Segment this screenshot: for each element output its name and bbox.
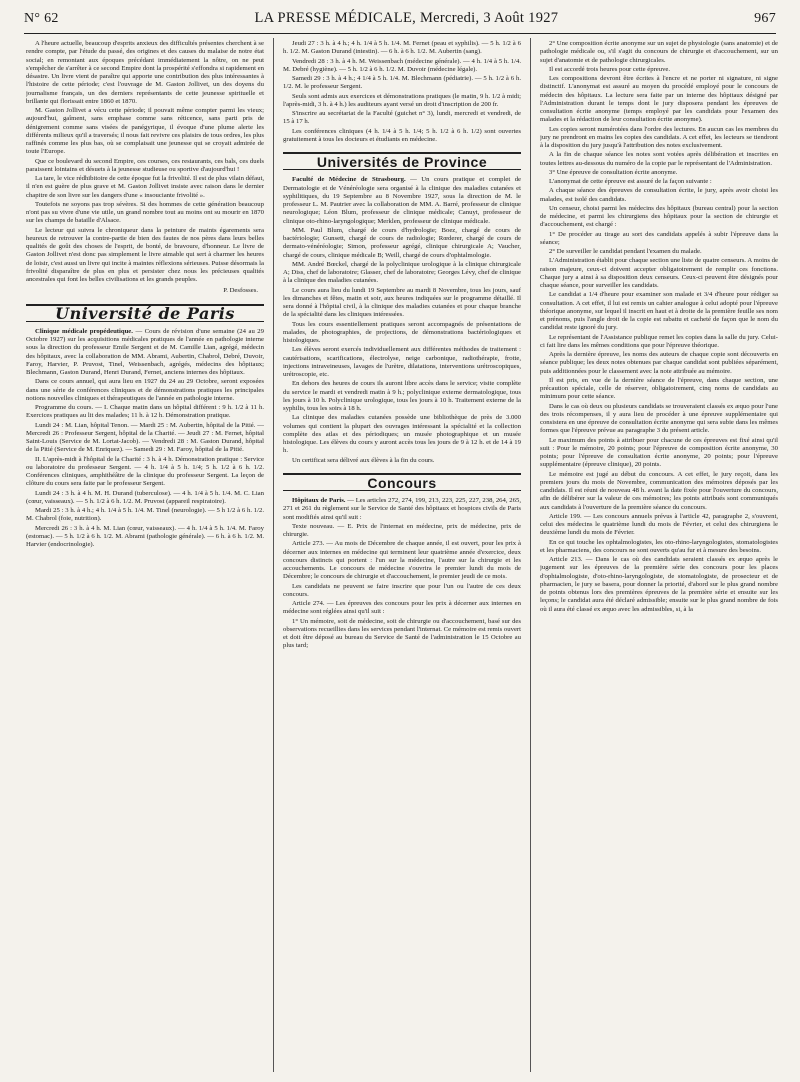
paragraph: Mercredi 26 : 3 h. à 4 h. M. Lian (cœur, vaisseaux). — 4 h. 1/4 à 5 h. 1/4. M. Faroy (estomac). — 5 h. 1/2 à 6 h. 1/2. M. Abrami (pathologie générale). — 6 h. à 6 h. 1/2. M. Harvier (endocrinologie).: [26, 524, 264, 548]
paragraph: Article 199. — Les concours annuels prévus à l'article 42, paragraphe 2, s'ouvrent, celui des médecins le quatrième lundi du mois de Février, et celui des chirurgiens le deuxième lundi du mois de Février.: [540, 512, 778, 537]
paragraph: L'anonymat de cette épreuve est assuré de la façon suivante :: [549, 178, 712, 185]
paragraph: Un certificat sera délivré aux élèves à la fin du cours.: [292, 456, 435, 464]
paragraph: Il est pris, en vue de la dernière séance de l'épreuve, dans chaque section, une précaution spéciale, celle de réserver, obligatoirement, cinq noms de candidats au minimum pour cette séance.: [540, 376, 778, 401]
paragraph: En ce qui touche les ophtalmologistes, les oto-rhino-laryngologistes, stomatologistes et les pharmaciens, des concours ne sont ouverts qu'au fur et à mesure des besoins.: [540, 538, 778, 554]
paragraph: Les candidats ne peuvent se faire inscrire que pour l'un ou l'autre de ces deux concours.: [283, 582, 521, 598]
paragraph: A chaque séance des épreuves de consultation écrite, le jury, après avoir choisi les malades, est isolé des candidats.: [540, 187, 778, 203]
paragraph: Article 274. — Les épreuves des concours pour les prix à décerner aux internes en médecine sont réglées ainsi qu'il suit :: [283, 600, 521, 616]
paragraph: Tous les cours essentiellement pratiques seront accompagnés de présentations de malades, de photographies, de projections, de démonstrations bactériologiques et histologiques.: [283, 320, 521, 344]
paragraph: [283, 497, 521, 522]
paragraph: Après la dernière épreuve, les noms des auteurs de chaque copie sont découverts en séance publique; les deux notes obtenues par chaque candidat sont publiées séparément, puis additionnées pour le classement avec la note attribuée au mémoire.: [540, 351, 778, 375]
item-lead: Clinique médicale propédeutique.: [35, 327, 133, 335]
paragraph: Que ce boulevard du second Empire, ces courses, ces restaurants, ces bals, ces duels paraissent lointains et désuets à la jeunesse studieuse ou sportive d'aujourd'hui !: [26, 157, 264, 173]
paragraph: 2° Une composition écrite anonyme sur un sujet de physiologie (sans anatomie) et de pathologie médicale ou, s'il s'agit du concours de chirurgie et d'accouchement, sur un sujet d'anatomie et de pathologie chirurgicales.: [540, 40, 778, 64]
paragraph: 1° Un mémoire, soit de médecine, soit de chirurgie ou d'accouchement, basé sur des observations recueillies dans les services pendant l'internat. Ce mémoire est remis ouvert et doit être déposé au bureau du Service de Santé de l'administration le 15 Octobre au plus tard;: [283, 617, 521, 650]
paragraph: Article 273. — Au mois de Décembre de chaque année, il est ouvert, pour les prix à décerner aux internes en médecine qui terminent leur quatrième année d'exercice, deux concours distincts qui portent : l'un sur la médecine, l'autre sur la chirurgie et les accouchements. Le concours de médecine s'ouvrira le premier lundi du mois de Décembre; le concours de chirurgie et d'accouchement, le premier jeudi de ce mois.: [283, 540, 521, 581]
column-1: [26, 40, 264, 1068]
issue-number: N° 62: [24, 11, 59, 26]
paragraph: 3° Une épreuve de consultation écrite anonyme.: [549, 168, 678, 176]
paragraph: Mardi 25 : 3 h. à 4 h.; 4 h. 1/4 à 5 h. 1/4. M. Tinel (neurologie). — 5 h 1/2 à 6 h. 1/2. M. Chabrol (foie, nutrition).: [26, 507, 264, 523]
column-2: [283, 40, 521, 1068]
column-divider: [273, 38, 274, 1072]
section-heading-concours: Concours: [283, 473, 521, 491]
paragraph: Un censeur, choisi parmi les médecins des hôpitaux (bureau central) pour la section de médecine, et parmi les chirurgiens des hôpitaux pour la section de chirurgie et d'accouchement, est chargé :: [540, 204, 778, 229]
paragraph: [283, 176, 521, 226]
paragraph: L'Administration établit pour chaque section une liste de quatre censeurs. A moins de raison majeure, ceux-ci doivent accepter obligatoirement de remplir ces fonctions. Chaque jury a ainsi à sa disposition deux censeurs. Ceux-ci peuvent être désignés pour chaque séance, pour surveiller les candidats.: [540, 257, 778, 289]
item-text: — Un cours pratique et complet de Dermatologie et de Vénéréologie sera organisé à la clinique des maladies cutanées et syphilitiques, du 19 Septembre au 8 Novembre 1927, sous la direction de M. le professeur L. M. Pautrier avec la collaboration de MM. A. Barré, professeur de clinique neurologique; Léon Blum, professeur de clinique médicale; Canuyt, professeur de clinique oto-rhino-laryngologique; Merklen, professeur de clinique médicale.: [283, 176, 521, 225]
item-lead: Hôpitaux de Paris.: [292, 497, 346, 504]
paragraph: Il est accordé trois heures pour cette épreuve.: [549, 65, 671, 73]
paragraph: La tare, le vice rédhibitoire de cette époque fut la frivolité. Il est de plus vilain défaut, il n'en est guère de plus grave et M. Gaston Jollivet insiste avec raison dans le dernier chapitre de son livre sur les dangers d'une « insouciante frivolité ».: [26, 175, 264, 199]
paragraph: [26, 328, 264, 378]
author-signature: P. Desfosses.: [223, 287, 258, 295]
paragraph: Les copies seront numérotées dans l'ordre des lectures. En aucun cas les membres du jury ne prendront en mains les copies des candidats. A cet effet, les lecteurs se tiendront à la disposition du jury jusqu'à l'attribution des notes exclusivement.: [540, 125, 778, 149]
paragraph: MM. André Bœckel, chargé de la polyclinique urologique à la clinique chirurgicale A; Diss, chef de laboratoire; Glasser, chef de laboratoire; Georges Lévy, chef de clinique à la clinique des maladies cutanées.: [283, 260, 521, 285]
paragraph: Le mémoire est jugé au début du concours. A cet effet, le jury reçoit, dans les premiers jours du mois de Novembre, communication des mémoires déposés par les candidats. Il est réuni de nouveau 48 h. avant la date fixée pour l'ouverture du concours, afin de délibérer sur la valeur de ces mémoires; les points attribués sont communiqués aux candidats à l'ouverture de la première séance du concours.: [540, 470, 778, 511]
paragraph: Samedi 29 : 3 h. à 4 h.; 4 1/4 à 5 h. 1/4. M. Blechmann (pédiatrie). — 5 h. 1/2 à 6 h. 1/2. M. le professeur Sergent.: [283, 75, 521, 91]
paragraph: Lundi 24 : 3 h. à 4 h. M. H. Durand (tuberculose). — 4 h. 1/4 à 5 h. 1/4. M. C. Lian (cœur, vaisseaux). — 5 h. 1/2 à 6 h. 1/2. M. Pruvost (appareil respiratoire).: [26, 489, 264, 505]
paragraph: S'inscrire au secrétariat de la Faculté (guichet n° 3), lundi, mercredi et vendredi, de 15 à 17 h.: [283, 110, 521, 126]
paragraph: 1° De procéder au tirage au sort des candidats appelés à subir l'épreuve dans la séance;: [540, 230, 778, 246]
paragraph: Toutefois ne soyons pas trop sévères. Si des hommes de cette génération beaucoup n'ont pas su vivre d'une vie utile, un grand nombre tout au moins ont su mourir en 1870 sur les champs de bataille d'Alsace.: [26, 200, 264, 225]
paragraph: Les conférences cliniques (4 h. 1/4 à 5 h. 1/4; 5 h. 1/2 à 6 h. 1/2) sont ouvertes gratuitement à tous les docteurs et étudiants en médecine.: [283, 127, 521, 143]
paragraph: Jeudi 27 : 3 h. à 4 h.; 4 h. 1/4 à 5 h. 1/4. M. Fernet (peau et syphilis). — 5 h. 1/2 à 6 h. 1/2. M. Gaston Durand (intestin). — 6 h. à 6 h. 1/2. M. Aubertin (sang).: [283, 40, 521, 56]
paragraph: Dans le cas où deux ou plusieurs candidats se trouveraient classés ex æquo pour l'une des trois récompenses, il y aura lieu de procéder à une épreuve supplémentaire qui consistera en une épreuve de consultation écrite anonyme qui sera subie dans les mêmes formes que l'épreuve prévue au paragraphe 3 du présent article.: [540, 402, 778, 435]
paragraph: Le représentant de l'Assistance publique remet les copies dans la salle du jury. Celui-ci fait lire dans les mêmes conditions que pour l'épreuve théorique.: [540, 333, 778, 349]
paragraph: II. L'après-midi à l'hôpital de la Charité : 3 h. à 4 h. Démonstration pratique : Service ou laboratoire du professeur Sergent. — 4 h. 1/4 à 5 h. 1/4; 5 h. 1/2 à 6 h. 1/2. Conférences cliniques, amphithéâtre de la clinique du professeur Sergent. La leçon de clôture du cours sera faite par le professeur Sergent.: [26, 455, 264, 488]
paragraph: Texte nouveau. — E. Prix de l'internat en médecine, prix de médecine, prix de chirurgie.: [283, 522, 521, 538]
paragraph: M. Gaston Jollivet a vécu cette période; il pouvait même compter parmi les vieux; aujourd'hui, gaîment, sans emphase comme sans réticence, sans parti pris de dénigrement comme sans visées de panégyrique, il évoque d'une plume alerte les différents milieux qu'il a traversés; il nous fait revivre ces plaisirs de tous ordres, les plus raffinés comme les plus bas, où se complaisait une jeunesse qui se croyait admirée de toute l'Europe.: [26, 107, 264, 156]
paragraph: Vendredi 28 : 3 h. à 4 h. M. Weissenbach (médecine générale). — 4 h. 1/4 à 5 h. 1/4. M. Debré (hygiène). — 5 h. 1/2 à 6 h. 1/2. M. Duvoir (médecine légale).: [283, 57, 521, 73]
item-lead: Faculté de Médecine de Strasbourg.: [292, 176, 406, 184]
page-number: 967: [754, 11, 776, 26]
paragraph: Seuls sont admis aux exercices et démonstrations pratiques (le matin, 9 h. 1/2 à midi; l'après-midi, 3 h. à 4 h.) les auditeurs ayant versé un droit d'inscription de 200 fr.: [283, 92, 521, 108]
paragraph: Les élèves seront exercés individuellement aux différentes méthodes de traitement : cautérisations, scarifications, électrolyse, neige carbonique, radiothérapie, frotte, injections intraveineuses, lavages de l'urètre, dilatations, interventions urétroscopiques, urétroscopie, etc.: [283, 346, 521, 378]
item-text: — Cours de révision d'une semaine (24 au 29 Octobre 1927) sur les acquisitions médicales pratiques de l'année en pathologie interne sous la direction du professeur Emile Sergent et de M. Camille Lian, agrégé, médecin des hôpitaux, avec la collaboration de MM. Abrami, Aubertin, Chabrol, Debré, Duvoir, Faroy, Harvier, P. Pruvost, Tinel, Weissenbach, agrégés, médecins des hôpitaux; Blechmann, Gaston Durand, Henri Durand, Fernet, anciens internes des hôpitaux.: [26, 327, 264, 376]
paragraph: Lundi 24 : M. Lian, hôpital Tenon. — Mardi 25 : M. Aubertin, hôpital de la Pitié. — Mercredi 26 : Professeur Sergent, hôpital de la Charité. — Jeudi 27 : M. Fernet, hôpital Saint-Louis (Service de M. Lortat-Jacob). — Vendredi 28 : M. Gaston Durand, hôpital de la Pitié (Service de M. Enriquez). — Samedi 29 : M. Faroy, hôpital de la Pitié.: [26, 421, 264, 454]
paragraph: Le cours aura lieu du lundi 19 Septembre au mardi 8 Novembre, tous les jours, sauf les dimanches et fêtes, matin et soir, aux heures indiquées sur le programme détaillé. Il sera donné à l'hôpital civil, à la clinique des maladies cutanées et pour chaque branche de la spécialité dans les cliniques intéressées.: [283, 286, 521, 319]
header-rule: [24, 33, 776, 34]
paragraph: A l'heure actuelle, beaucoup d'esprits anxieux des difficultés présentes cherchent à se rendre compte, par l'étude du passé, des origines et des causes du malaise de notre état social; en remontant aux époques précédant immédiatement la nôtre, on ne peut s'empêcher de s'arrêter à ce second Empire dont la prospérité s'effondra si rapidement en désastre. Un livre vient de paraître qui apporte une contribution des plus intéressantes à l'histoire de cette période; c'est l'ouvrage de M. Gaston Jollivet, un des doyens du journalisme français, un des derniers représentants de cette jeunesse spirituelle et brillante qui florissait entre 1860 et 1870.: [26, 40, 264, 105]
paragraph: En dehors des heures de cours ils auront libre accès dans le service; visite complète du service le mardi et vendredi matin à 9 h.; polyclinique externe dermatologique, tous les jours à 10 h. Polyclinique urologique, tous les jours à 10 h. Traitement externe de la syphilis, tous les soirs à 18 h.: [283, 380, 521, 412]
section-heading-province: Universités de Province: [283, 152, 521, 170]
paragraph: La clinique des maladies cutanées possède une bibliothèque de près de 3.000 volumes qui contient la plupart des ouvrages intéressant la spécialité et la collection complète des atlas et des périodiques; un musée photographique et un musée histologique. Les élèves du cours y auront accès tous les jours de 9 à 12 h. et de 14 à 19 h.: [283, 414, 521, 455]
paragraph: Le candidat a 1/4 d'heure pour examiner son malade et 3/4 d'heure pour rédiger sa consultation. A cet effet, il lui est remis un cahier analogue à celui adopté pour l'épreuve théorique anonyme, sur lequel il inscrit en haut et à droite de la première feuille ses nom et prénoms, puis l'angle droit de la copie est rabattu et cacheté de façon que le nom du candidat reste ignoré du jury.: [540, 291, 778, 332]
item-text: — Les articles 272, 274, 199, 213, 223, 225, 227, 238, 264, 265, 271 et 261 du règlement sur le Service de Santé des hôpitaux et hospices civils de Paris sont modifiés ainsi qu'il suit :: [283, 497, 521, 521]
column-divider: [530, 38, 531, 1072]
page-header: [24, 10, 776, 32]
paragraph: Le maximum des points à attribuer pour chacune de ces épreuves est fixé ainsi qu'il suit : Pour le mémoire, 20 points; pour l'épreuve de composition écrite anonyme, 30 points; pour l'épreuve de consultation écrite anonyme, 20 points; pour l'épreuve supplémentaire (épreuve clinique), 20 points.: [540, 436, 778, 469]
section-heading-paris: Université de Paris: [26, 304, 264, 322]
journal-title: LA PRESSE MÉDICALE, Mercredi, 3 Août 1927: [254, 10, 559, 26]
paragraph: Dans ce cours annuel, qui aura lieu en 1927 du 24 au 29 Octobre, seront exposées dans une série de conférences cliniques et de démonstrations pratiques les principales notions nouvelles cliniques et thérapeutiques de l'année en pathologie interne.: [26, 378, 264, 402]
paragraph: 2° De surveiller le candidat pendant l'examen du malade.: [549, 248, 702, 255]
column-3: [540, 40, 778, 1068]
paragraph: Programme du cours. — I. Chaque matin dans un hôpital différent : 9 h. 1/2 à 11 h. Exercices pratiques au lit des malades; 11 h. à 12 h. Démonstration pratique.: [26, 404, 264, 420]
paragraph: A la fin de chaque séance les notes sont votées après délibération et inscrites en toutes lettres au-dessous du numéro de la copie par le représentant de l'Administration.: [540, 151, 778, 167]
paragraph: Article 213. — Dans le cas où des candidats seraient classés ex æquo après le jugement sur les épreuves de la première série des concours pour les places d'ophtalmologiste, d'oto-rhino-laryngologiste, de stomatologiste, de prosecteur et de pharmacien, le jury se basera, pour donner la priorité, d'abord sur le plus grand nombre de points obtenus lors des premières épreuves de la première série et ensuite sur les leçons; le candidat aura été déclaré admissible; ensuite sur le plus grand nombre de fois où il aura été classé ex æquo avec les admissibles, si, à la: [540, 556, 778, 613]
paragraph: Les compositions devront être écrites à l'encre et ne porter ni signature, ni signe distinctif. L'anonymat est assuré au moyen du procédé employé pour le concours de médecin des hôpitaux. La lecture sera faite par un interne des hôpitaux désigné par l'Administration durant le temps dont le jury disposera pendant les épreuves de consultation écrite anonyme (temps employé par les candidats pour l'examen des malades et la rédaction de leur consultation écrite anonyme).: [540, 75, 778, 124]
paragraph: Le lecteur qui suivra le chroniqueur dans la peinture de maints égarements sera heureux de retrouver la contre-partie de bien des fautes de nos pères dans leurs belles qualités de goût des choses de l'esprit, de bonté, de bravoure, d'honneur. Le livre de Gaston Jollivet n'est donc pas simplement le livre aimable qui sert à charmer les heures de loisir, c'est aussi un livre qui incite à maintes réflexions sérieuses. Puisse désormais la frivolité disparaître de plus en plus et persister chez nous les précieuses qualités ancestrales qui font les belles civilisations et les grands peuples.: [26, 226, 264, 283]
paragraph: MM. Paul Blum, chargé de cours d'hydrologie; Boez, chargé de cours de bactériologie; Gunsett, chargé de cours de radiologie; Rœderer, chargé de cours de dermato-vénéréologie; Simon, professeur agrégé, clinique chirurgicale A; Vaucher, chargé de cours, clinique médicale B; Weill, chargé de cours d'ophtalmologie.: [283, 226, 521, 259]
